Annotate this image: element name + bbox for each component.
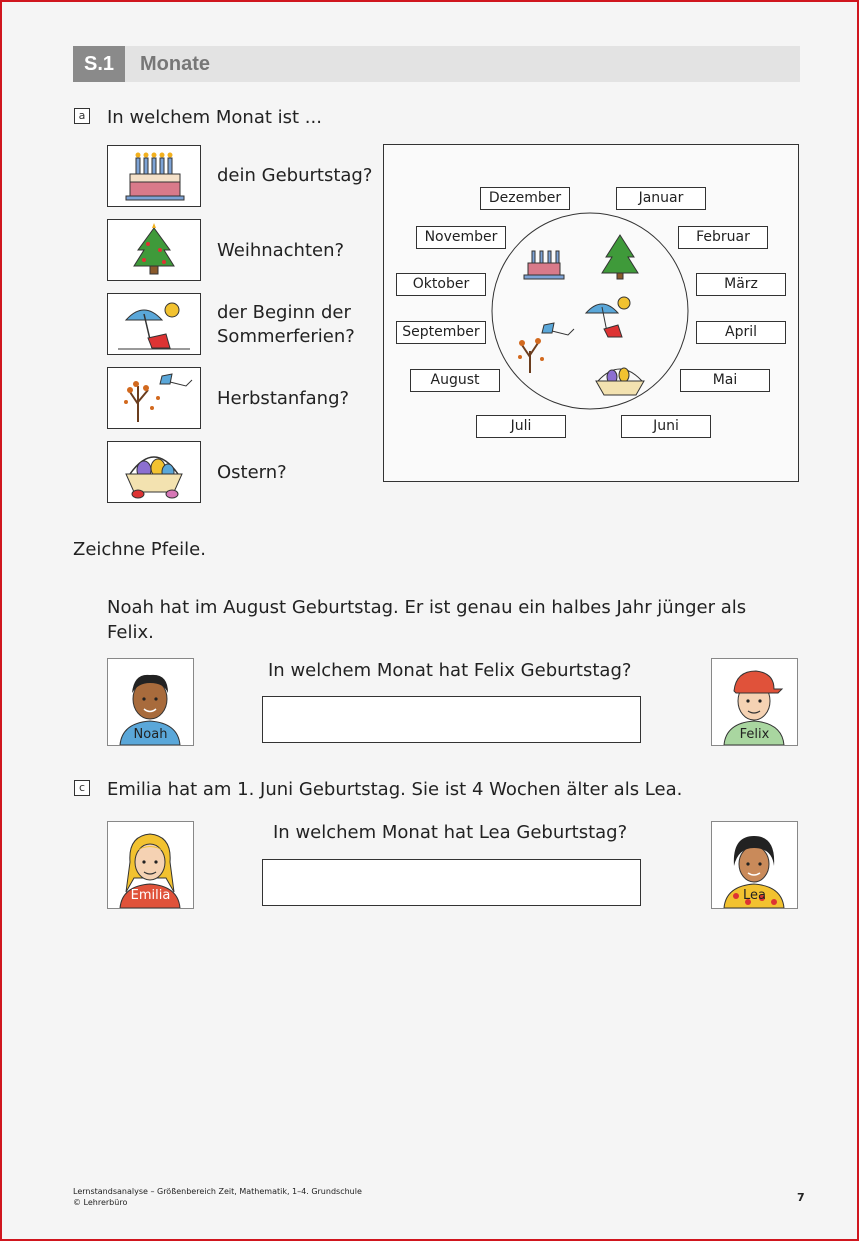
instruction-text: Zeichne Pfeile. — [73, 539, 206, 560]
label-christmas: Weihnachten? — [217, 240, 345, 261]
circle-easter-icon — [596, 368, 644, 395]
label-summer-line2: Sommerferien? — [217, 326, 355, 347]
section-number: S.1 — [73, 46, 125, 82]
part-b-question: In welchem Monat hat Felix Geburtstag? — [268, 660, 632, 681]
month-juni: Juni — [621, 415, 711, 438]
page-number: 7 — [797, 1191, 805, 1204]
footer-line1: Lernstandsanalyse – Größenbereich Zeit, Mathematik, 1–4. Grundschule — [73, 1187, 362, 1196]
marker-a: a — [74, 108, 90, 124]
circle-autumn-icon — [518, 323, 574, 373]
month-august: August — [410, 369, 500, 392]
page-title: Monate — [140, 53, 210, 75]
felix-name-tag: Felix — [739, 727, 770, 742]
emilia-name-tag: Emilia — [130, 888, 171, 903]
lea-name-tag: Lea — [743, 888, 766, 903]
marker-c: c — [74, 780, 90, 796]
part-b-text-line2: Felix. — [107, 622, 154, 643]
label-birthday: dein Geburtstag? — [217, 165, 373, 186]
part-c-answer-field[interactable] — [262, 859, 641, 906]
circle-umbrella-icon — [586, 297, 630, 337]
part-b-text-line1: Noah hat im August Geburtstag. Er ist genau ein halbes Jahr jünger als — [107, 597, 747, 618]
autumn-tree-icon — [107, 367, 201, 429]
lea-portrait — [711, 821, 798, 909]
label-autumn: Herbstanfang? — [217, 388, 350, 409]
month-maerz: März — [696, 273, 786, 296]
part-b-answer-field[interactable] — [262, 696, 641, 743]
month-circle-panel — [383, 144, 799, 482]
month-mai: Mai — [680, 369, 770, 392]
noah-name-tag: Noah — [133, 727, 168, 742]
month-oktober: Oktober — [396, 273, 486, 296]
felix-portrait — [711, 658, 798, 746]
month-september: September — [396, 321, 486, 344]
label-easter: Ostern? — [217, 462, 287, 483]
month-april: April — [696, 321, 786, 344]
part-c-question: In welchem Monat hat Lea Geburtstag? — [273, 822, 628, 843]
month-februar: Februar — [678, 226, 768, 249]
circle-tree-icon — [602, 235, 638, 279]
month-dezember: Dezember — [480, 187, 570, 210]
footer-line2: © Lehrerbüro — [73, 1198, 128, 1207]
label-summer-line1: der Beginn der — [217, 302, 351, 323]
question-a: In welchem Monat ist ... — [107, 107, 322, 128]
month-juli: Juli — [476, 415, 566, 438]
easter-basket-icon — [107, 441, 201, 503]
circle-cake-icon — [524, 251, 564, 279]
christmas-tree-icon — [107, 219, 201, 281]
part-c-text: Emilia hat am 1. Juni Geburtstag. Sie ist 4 Wochen älter als Lea. — [107, 779, 683, 800]
month-januar: Januar — [616, 187, 706, 210]
month-november: November — [416, 226, 506, 249]
beach-umbrella-icon — [107, 293, 201, 355]
noah-portrait — [107, 658, 194, 746]
emilia-portrait — [107, 821, 194, 909]
birthday-cake-icon — [107, 145, 201, 207]
